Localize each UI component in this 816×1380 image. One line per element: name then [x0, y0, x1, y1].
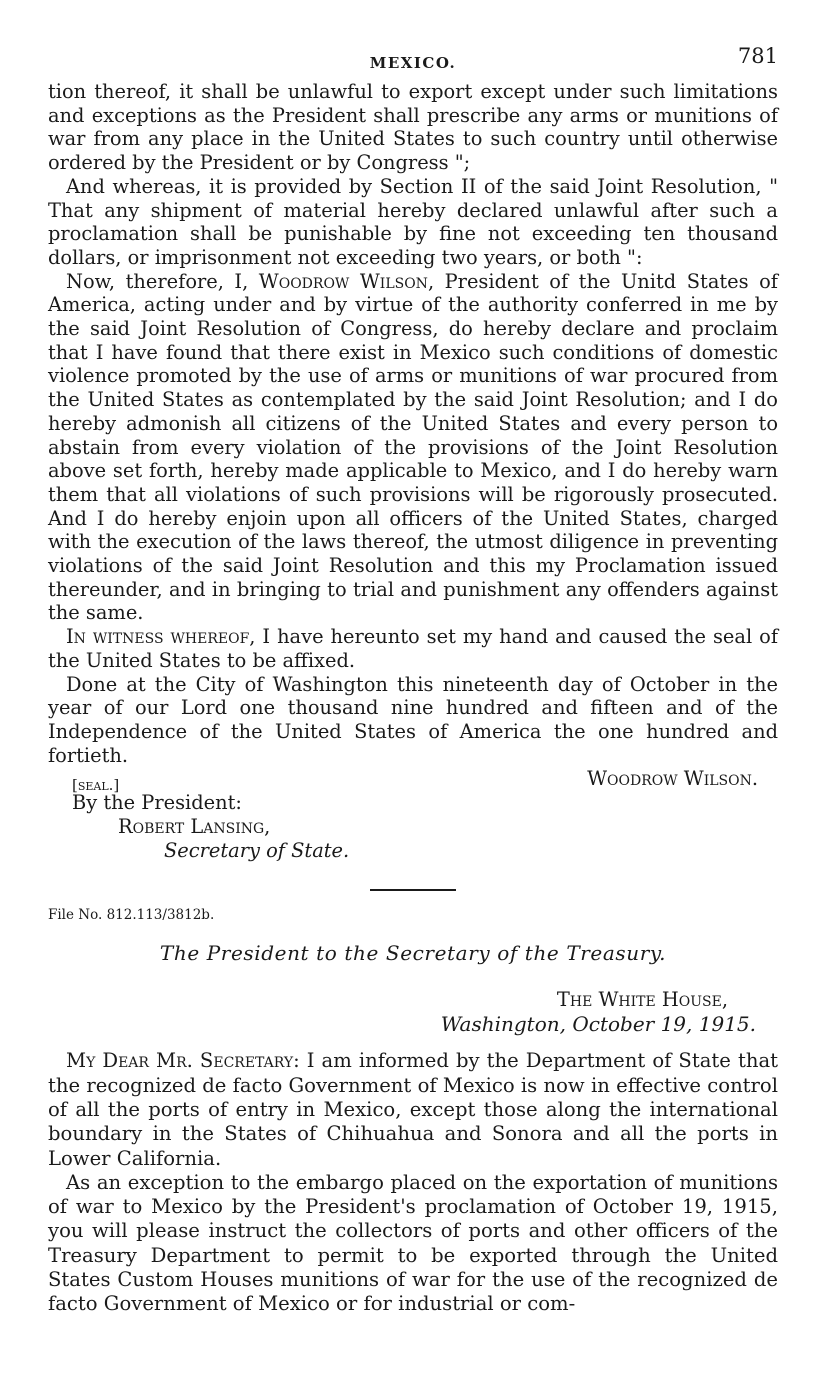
letter-place: The White House,: [556, 988, 728, 1012]
paragraph-lead: Now, therefore, I,: [66, 269, 259, 293]
letter: [48, 907, 778, 1316]
proclamation-text: [48, 80, 778, 863]
section-divider: [370, 889, 456, 891]
paragraph-now-therefore: [48, 270, 778, 626]
paragraph-done-at: Done at the City of Washington this nineteenth day of October in the year of our Lord one thousand nine hundred and fifteen and of the Independence of the United States of America the one hundred and fortieth.: [48, 672, 778, 767]
letter-paragraph-2: As an exception to the embargo placed on the exportation of munitions of war to Mexico by the President's proclamation of October 19, 1915, you will please instruct the collectors of ports and other officers of the Treasury Department to permit to be exported through the United States Custom Houses munitions of war for the use of the recognized de facto Government of Mexico or for industrial or com-: [48, 1170, 778, 1316]
paragraph-body: : I am informed by the Department of State that the recognized de facto Government of Mexico is now in effective control of all the ports of entry in Mexico, except those along the international boundary in the States of Chihuahua and Sonora and all the ports in Lower California.: [48, 1049, 778, 1170]
by-the-president: By the President:: [72, 791, 242, 815]
attesting-title: Secretary of State.: [164, 839, 350, 863]
signer-name: Woodrow Wilson.: [587, 767, 758, 791]
file-number: File No. 812.113/3812b.: [48, 907, 215, 924]
paragraph-body: , I have hereunto set my hand and caused the seal of the United States to be affixed.: [48, 625, 778, 672]
page-header: [48, 40, 778, 80]
president-name: Woodrow Wilson: [258, 269, 428, 293]
letter-body: [48, 1049, 778, 1316]
letter-title: The President to the Secretary of the Treasury.: [159, 941, 667, 966]
salutation: My Dear Mr. Secretary: [66, 1049, 294, 1073]
paragraph-continuation: tion thereof, it shall be unlawful to export except under such limitations and exceptions as the President shall prescribe any arms or munitions of war from any place in the United States to such country until otherwise ordered by the President or by Congress ";: [48, 80, 778, 175]
letter-date: Washington, October 19, 1915.: [440, 1012, 756, 1037]
page-number: 781: [737, 44, 778, 68]
paragraph-witness: [48, 625, 778, 672]
paragraph-whereas: And whereas, it is provided by Section II of the said Joint Resolution, " That any shipment of material hereby declared unlawful after such a proclamation shall be punishable by fine not exceeding ten thousand dollars, or imprisonment not exceeding two years, or both ":: [48, 174, 778, 269]
running-head: MEXICO.: [369, 54, 457, 72]
attesting-name: Robert Lansing,: [118, 815, 271, 839]
witness-lead: In witness whereof: [66, 625, 250, 649]
signature-row: [48, 767, 778, 795]
paragraph-body: , President of the Unitd States of America, acting under and by virtue of the authority conferred in me by the said Joint Resolution of Congress, do hereby declare and proclaim that I have found that there exist in Mexico such conditions of domestic violence promoted by the use of arms or munitions of war procured from the United States as contemplated by the said Joint Resolution; and I do hereby admonish all citizens of the United States and every person to abstain from every violation of the provisions of the Joint Resolution above set forth, hereby made applicable to Mexico, and I do hereby warn them that all violations of such provisions will be rigorously prosecuted. And I do hereby enjoin upon all officers of the United States, charged with the execution of the laws thereof, the utmost diligence in preventing violations of the said Joint Resolution and this my Proclamation issued thereunder, and in bringing to trial and punishment any offenders against the same.: [48, 269, 778, 625]
letter-paragraph-1: [48, 1049, 778, 1170]
document-page: [48, 40, 778, 1317]
seal-mark: [seal.]: [72, 776, 120, 795]
